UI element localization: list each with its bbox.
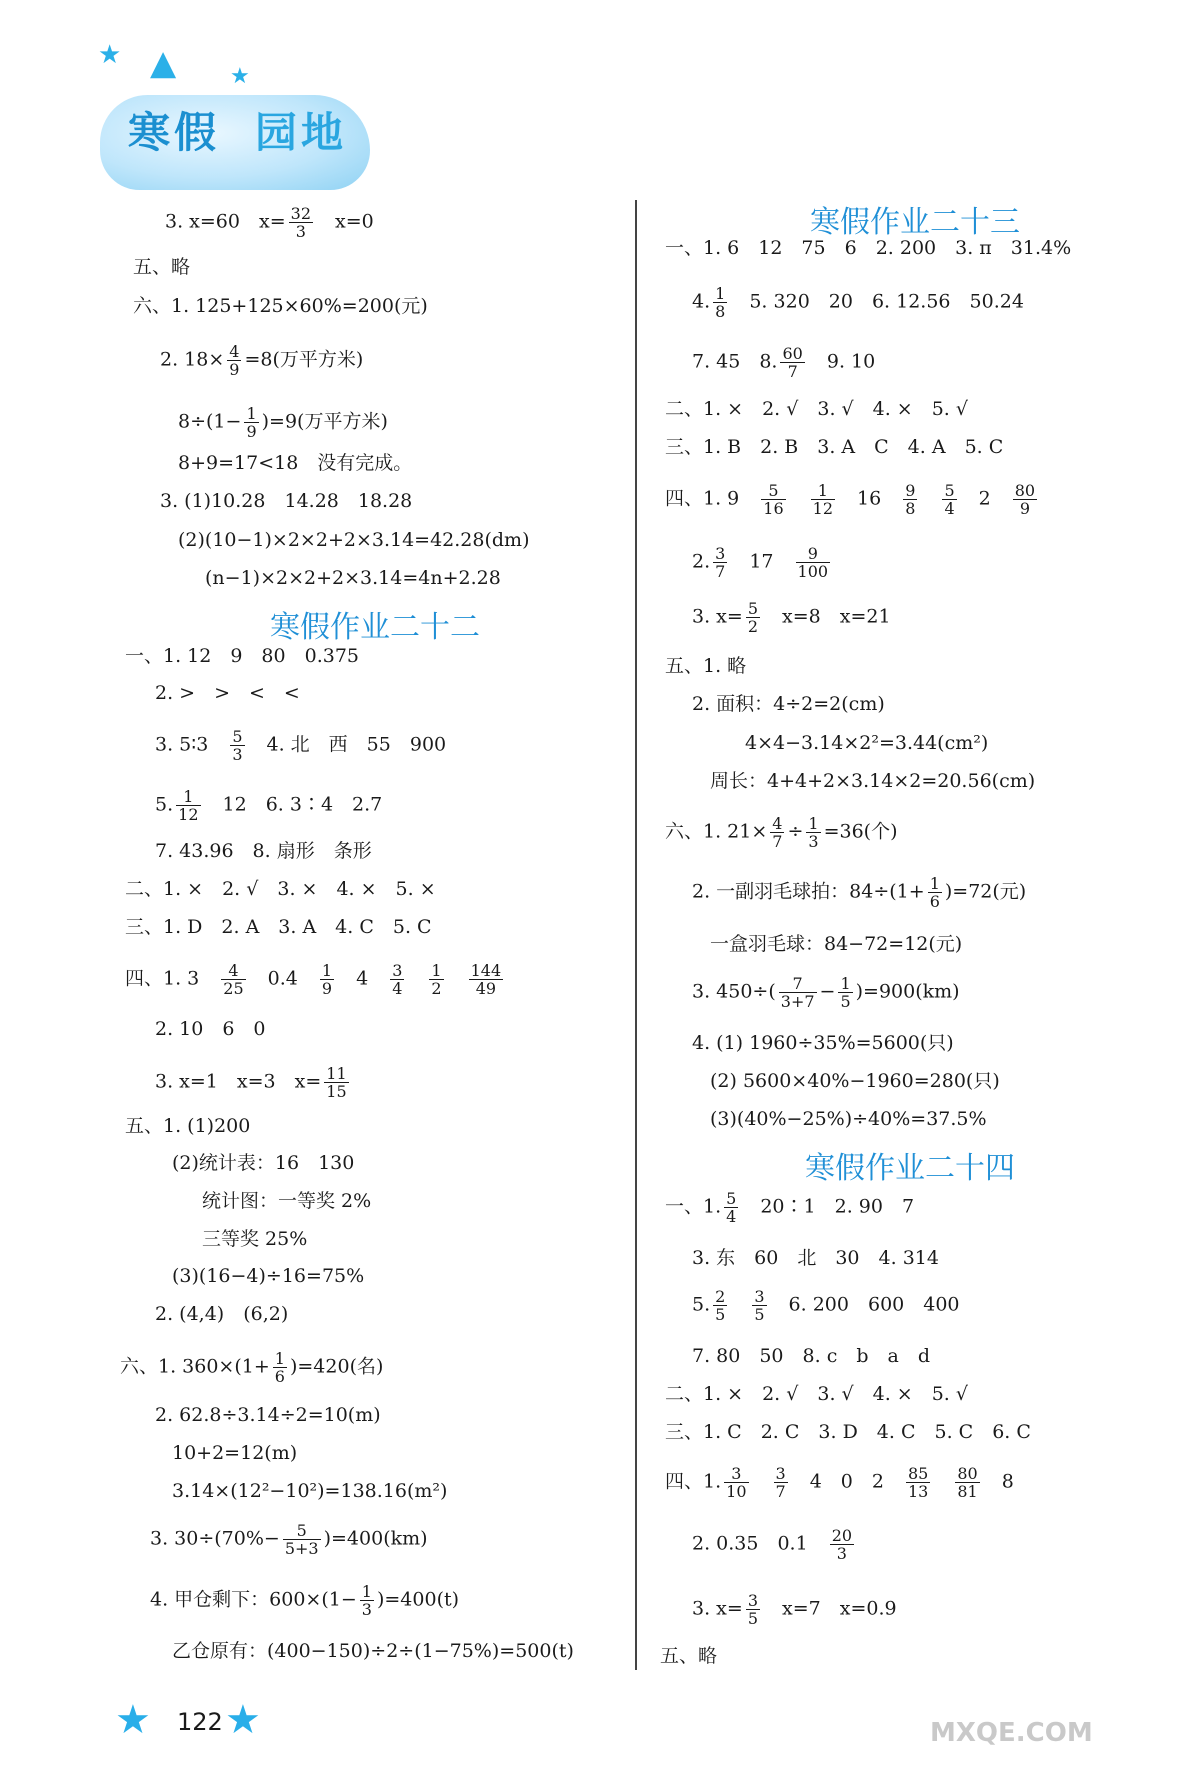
- fraction: $\frac{5}{16}$: [763, 481, 784, 518]
- fraction: $\frac{1}{3}$: [361, 1582, 372, 1619]
- section-heading-22: 寒假作业二十二: [270, 610, 480, 645]
- answer-line: 3. 450÷( $\frac{7}{3+7}$ − $\frac{1}{5}$ )=900(km): [692, 974, 960, 1011]
- answer-line: 五、1. (1)200: [125, 1115, 251, 1137]
- answer-line: 周长：4+4+2×3.14×2=20.56(cm): [710, 770, 1036, 792]
- cap-icon: ▲: [150, 43, 177, 83]
- fraction: $\frac{1}{12}$: [178, 787, 199, 824]
- answer-line: 3.14×(12²−10²)=138.16(m²): [172, 1480, 448, 1502]
- star-icon: ★: [230, 64, 250, 89]
- fraction: $\frac{5}{3}$: [232, 727, 243, 764]
- answer-line: 5. $\frac{1}{12}$ 12 6. 3∶4 2.7: [155, 787, 383, 824]
- fraction: $\frac{85}{13}$: [908, 1464, 929, 1501]
- answer-line: 四、1. 3 $\frac{4}{25}$ 0.4 $\frac{1}{9}$ 4 $\frac{3}{4}$ $\frac{1}{2}$ $\frac{144}{49}$: [125, 961, 502, 998]
- fraction: $\frac{144}{49}$: [470, 961, 502, 998]
- fraction: $\frac{1}{12}$: [812, 481, 834, 518]
- fraction: $\frac{5}{2}$: [747, 599, 758, 636]
- fraction: $\frac{1}{2}$: [431, 961, 442, 998]
- answer-line: (2) 5600×40%−1960=280(只): [710, 1070, 1000, 1092]
- fraction: $\frac{5}{4}$: [944, 481, 955, 518]
- answer-line: 五、略: [660, 1645, 718, 1667]
- answer-line: 2. (4,4) (6,2): [155, 1303, 289, 1325]
- fraction: $\frac{3}{10}$: [726, 1464, 747, 1501]
- section-heading-23: 寒假作业二十三: [810, 205, 1020, 240]
- answer-line: 4. $\frac{1}{8}$ 5. 320 20 6. 12.56 50.24: [692, 284, 1024, 321]
- answer-line: 一盒羽毛球：84−72=12(元): [710, 933, 963, 955]
- fraction: $\frac{11}{15}$: [326, 1064, 347, 1101]
- answer-line: 3. 5∶3 $\frac{5}{3}$ 4. 北 西 55 900: [155, 727, 447, 764]
- logo-text-winter: 寒假: [128, 108, 221, 157]
- answer-line: 2. 10 6 0: [155, 1018, 266, 1040]
- fraction: $\frac{1}{5}$: [840, 974, 851, 1011]
- fraction: $\frac{3}{5}$: [747, 1591, 758, 1628]
- answer-line: 2. 0.35 0.1 $\frac{20}{3}$: [692, 1526, 853, 1563]
- answer-line: 2. 一副羽毛球拍：84÷(1+ $\frac{1}{6}$ )=72(元): [692, 874, 1027, 911]
- answer-line: (2)统计表：16 130: [172, 1152, 355, 1174]
- column-divider: [635, 200, 637, 1670]
- answer-line: (3)(40%−25%)÷40%=37.5%: [710, 1108, 987, 1130]
- fraction: $\frac{60}{7}$: [782, 344, 803, 381]
- answer-line: 2. > > < <: [155, 682, 300, 704]
- fraction: $\frac{7}{3+7}$: [780, 974, 815, 1011]
- star-icon: ★: [98, 40, 122, 70]
- fraction: $\frac{3}{7}$: [715, 544, 726, 581]
- answer-line: 8+9=17<18 没有完成。: [178, 452, 413, 474]
- page-number: 122: [177, 1708, 223, 1736]
- answer-line: 5. $\frac{2}{5}$ $\frac{3}{5}$ 6. 200 600 400: [692, 1287, 960, 1324]
- answer-line: 六、1. 21× $\frac{4}{7}$ ÷ $\frac{1}{3}$ =36(个): [665, 814, 898, 851]
- answer-line: 乙仓原有：(400−150)÷2÷(1−75%)=500(t): [172, 1640, 574, 1662]
- answer-line: 三、1. B 2. B 3. A C 4. A 5. C: [665, 436, 1004, 458]
- section-logo: [90, 40, 390, 190]
- answer-line: 3. x=60 x= $\frac{32}{3}$ x=0: [165, 204, 374, 241]
- fraction: $\frac{4}{25}$: [223, 961, 244, 998]
- answer-line: 统计图：一等奖 2%: [202, 1190, 372, 1212]
- fraction: $\frac{9}{100}$: [797, 544, 829, 581]
- answer-line: 4×4−3.14×2²=3.44(cm²): [745, 732, 989, 754]
- fraction: $\frac{80}{9}$: [1014, 481, 1036, 518]
- answer-line: 三、1. C 2. C 3. D 4. C 5. C 6. C: [665, 1421, 1031, 1443]
- answer-line: 3. x= $\frac{3}{5}$ x=7 x=0.9: [692, 1591, 897, 1628]
- fraction: $\frac{20}{3}$: [831, 1526, 853, 1563]
- answer-line: 四、1. 9 $\frac{5}{16}$ $\frac{1}{12}$ 16 $\frac{9}{8}$ $\frac{5}{4}$ 2 $\frac{80}{9}$: [665, 481, 1036, 518]
- fraction: $\frac{1}{6}$: [929, 874, 940, 911]
- answer-line: 7. 43.96 8. 扇形 条形: [155, 840, 372, 862]
- fraction: $\frac{4}{9}$: [229, 342, 240, 379]
- fraction: $\frac{1}{9}$: [246, 404, 257, 441]
- fraction: $\frac{5}{5+3}$: [284, 1521, 319, 1558]
- fraction: $\frac{3}{7}$: [775, 1464, 786, 1501]
- section-heading-24: 寒假作业二十四: [805, 1151, 1015, 1186]
- answer-line: 三、1. D 2. A 3. A 4. C 5. C: [125, 916, 432, 938]
- answer-line: 2. 62.8÷3.14÷2=10(m): [155, 1404, 381, 1426]
- answer-line: 四、1. $\frac{3}{10}$ $\frac{3}{7}$ 4 0 2 $\frac{85}{13}$ $\frac{80}{81}$ 8: [665, 1464, 1014, 1501]
- answer-line: (2)(10−1)×2×2+2×3.14=42.28(dm): [178, 529, 530, 551]
- answer-line: 10+2=12(m): [172, 1442, 298, 1464]
- answer-line: 2. 面积：4÷2=2(cm): [692, 693, 885, 715]
- fraction: $\frac{3}{5}$: [754, 1287, 765, 1324]
- fraction: $\frac{32}{3}$: [290, 204, 311, 241]
- answer-line: 4. 甲仓剩下：600×(1− $\frac{1}{3}$ )=400(t): [150, 1582, 460, 1619]
- answer-line: 7. 45 8. $\frac{60}{7}$ 9. 10: [692, 344, 876, 381]
- answer-line: 六、1. 125+125×60%=200(元): [133, 295, 428, 317]
- fraction: $\frac{2}{5}$: [715, 1287, 726, 1324]
- answer-line: 二、1. × 2. √ 3. × 4. × 5. ×: [125, 878, 436, 900]
- answer-line: 8÷(1− $\frac{1}{9}$ )=9(万平方米): [178, 404, 388, 441]
- answer-line: (n−1)×2×2+2×3.14=4n+2.28: [205, 567, 501, 589]
- answer-line: 3. 30÷(70%− $\frac{5}{5+3}$ )=400(km): [150, 1521, 428, 1558]
- fraction: $\frac{80}{81}$: [957, 1464, 978, 1501]
- fraction: $\frac{1}{6}$: [274, 1349, 285, 1386]
- answer-line: 六、1. 360×(1+ $\frac{1}{6}$ )=420(名): [120, 1349, 384, 1386]
- answer-line: 2. $\frac{3}{7}$ 17 $\frac{9}{100}$: [692, 544, 829, 581]
- star-icon: ★: [225, 1697, 261, 1743]
- answer-line: 二、1. × 2. √ 3. √ 4. × 5. √: [665, 1383, 968, 1405]
- answer-line: 3. x=1 x=3 x= $\frac{11}{15}$: [155, 1064, 347, 1101]
- answer-line: 7. 80 50 8. c b a d: [692, 1345, 930, 1367]
- watermark: MXQE.COM: [930, 1718, 1093, 1748]
- answer-line: 2. 18× $\frac{4}{9}$ =8(万平方米): [160, 342, 364, 379]
- star-icon: ★: [115, 1697, 151, 1743]
- fraction: $\frac{1}{8}$: [715, 284, 726, 321]
- fraction: $\frac{1}{3}$: [808, 814, 819, 851]
- answer-line: 一、1. 6 12 75 6 2. 200 3. π 31.4%: [665, 237, 1072, 259]
- fraction: $\frac{3}{4}$: [392, 961, 403, 998]
- fraction: $\frac{1}{9}$: [321, 961, 333, 998]
- answer-line: (3)(16−4)÷16=75%: [172, 1265, 365, 1287]
- answer-line: 一、1. 12 9 80 0.375: [125, 645, 360, 667]
- answer-line: 3. 东 60 北 30 4. 314: [692, 1247, 939, 1269]
- answer-line: 3. (1)10.28 14.28 18.28: [160, 490, 413, 512]
- fraction: $\frac{9}{8}$: [905, 481, 916, 518]
- answer-line: 一、1. $\frac{5}{4}$ 20∶1 2. 90 7: [665, 1189, 915, 1226]
- answer-line: 五、略: [133, 256, 191, 278]
- fraction: $\frac{4}{7}$: [772, 814, 783, 851]
- answer-line: 三等奖 25%: [202, 1228, 308, 1250]
- fraction: $\frac{5}{4}$: [726, 1189, 737, 1226]
- logo-text-garden: 园地: [255, 108, 348, 157]
- answer-line: 3. x= $\frac{5}{2}$ x=8 x=21: [692, 599, 891, 636]
- answer-line: 五、1. 略: [665, 655, 747, 677]
- answer-line: 4. (1) 1960÷35%=5600(只): [692, 1032, 954, 1054]
- answer-line: 二、1. × 2. √ 3. √ 4. × 5. √: [665, 398, 968, 420]
